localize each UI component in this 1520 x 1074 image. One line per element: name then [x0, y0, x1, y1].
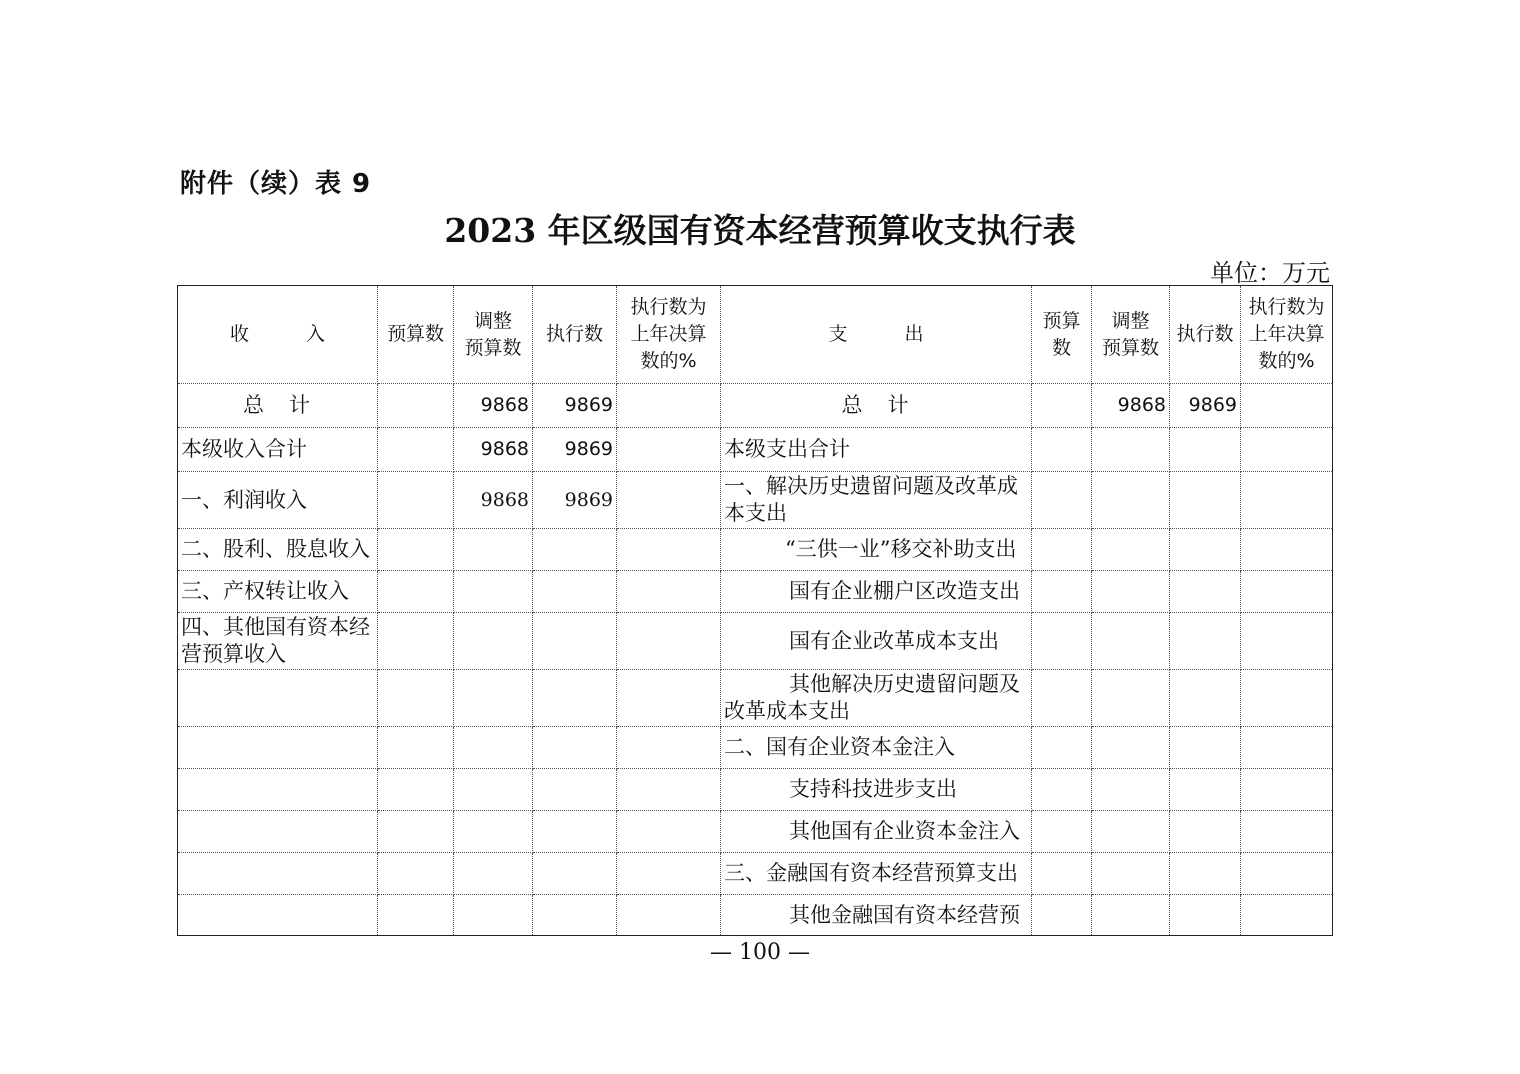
- attachment-label: 附件（续）表 9: [180, 169, 372, 199]
- income-label: [178, 727, 378, 769]
- income-budget: [378, 472, 454, 529]
- income-label: [178, 670, 378, 727]
- income-adjusted: [454, 670, 533, 727]
- income-adjusted: [454, 895, 533, 936]
- income-executed: [533, 613, 617, 670]
- income-executed: 9869: [533, 384, 617, 428]
- expense-label: 总 计: [721, 384, 1032, 428]
- expense-executed: [1170, 853, 1241, 895]
- expense-label: 三、金融国有资本经营预算支出: [721, 853, 1032, 895]
- income-adjusted: 9868: [454, 384, 533, 428]
- income-budget: [378, 529, 454, 571]
- expense-executed: [1170, 613, 1241, 670]
- expense-adjusted: [1092, 727, 1170, 769]
- expense-label: 本级支出合计: [721, 428, 1032, 472]
- page-title: 2023 年区级国有资本经营预算收支执行表: [444, 211, 1076, 250]
- expense-adjusted: [1092, 769, 1170, 811]
- expense-ratio: [1241, 613, 1333, 670]
- header-ratio: 执行数为 上年决算 数的%: [617, 286, 721, 384]
- header-adjusted-expense: 调整 预算数: [1092, 286, 1170, 384]
- income-budget: [378, 727, 454, 769]
- income-ratio: [617, 613, 721, 670]
- header-executed: 执行数: [533, 286, 617, 384]
- header-income: 收 入: [178, 286, 378, 384]
- income-adjusted: [454, 571, 533, 613]
- table-row: [178, 727, 1333, 769]
- income-ratio: [617, 727, 721, 769]
- expense-adjusted: [1092, 853, 1170, 895]
- income-executed: 9869: [533, 472, 617, 529]
- income-ratio: [617, 428, 721, 472]
- income-ratio: [617, 769, 721, 811]
- expense-budget: [1032, 853, 1092, 895]
- expense-executed: [1170, 811, 1241, 853]
- expense-executed: [1170, 769, 1241, 811]
- expense-adjusted: [1092, 428, 1170, 472]
- income-label: 一、利润收入: [178, 472, 378, 529]
- income-executed: [533, 529, 617, 571]
- expense-budget: [1032, 529, 1092, 571]
- expense-executed: [1170, 727, 1241, 769]
- income-ratio: [617, 670, 721, 727]
- expense-label: 支持科技进步支出: [721, 769, 1032, 811]
- table-row: [178, 571, 1333, 613]
- expense-label: 国有企业改革成本支出: [721, 613, 1032, 670]
- expense-executed: [1170, 670, 1241, 727]
- income-executed: [533, 727, 617, 769]
- table-row: [178, 428, 1333, 472]
- expense-label: “三供一业”移交补助支出: [721, 529, 1032, 571]
- income-budget: [378, 428, 454, 472]
- unit-label: 单位：万元: [1210, 259, 1330, 287]
- expense-adjusted: [1092, 613, 1170, 670]
- income-ratio: [617, 895, 721, 936]
- header-adjusted: 调整 预算数: [454, 286, 533, 384]
- income-executed: [533, 769, 617, 811]
- income-adjusted: [454, 613, 533, 670]
- expense-adjusted: [1092, 472, 1170, 529]
- expense-label: 其他国有企业资本金注入: [721, 811, 1032, 853]
- header-row: [178, 286, 1333, 384]
- expense-ratio: [1241, 769, 1333, 811]
- income-executed: [533, 895, 617, 936]
- income-ratio: [617, 472, 721, 529]
- income-adjusted: [454, 853, 533, 895]
- expense-budget: [1032, 895, 1092, 936]
- income-ratio: [617, 571, 721, 613]
- expense-ratio: [1241, 811, 1333, 853]
- income-budget: [378, 571, 454, 613]
- expense-executed: [1170, 895, 1241, 936]
- expense-executed: [1170, 571, 1241, 613]
- page-number: — 100 —: [710, 940, 810, 965]
- expense-ratio: [1241, 384, 1333, 428]
- expense-ratio: [1241, 529, 1333, 571]
- header-budget: 预算数: [378, 286, 454, 384]
- income-ratio: [617, 853, 721, 895]
- income-label: [178, 769, 378, 811]
- table-row: [178, 529, 1333, 571]
- expense-ratio: [1241, 472, 1333, 529]
- header-expense: 支 出: [721, 286, 1032, 384]
- income-adjusted: 9868: [454, 472, 533, 529]
- expense-budget: [1032, 384, 1092, 428]
- expense-ratio: [1241, 853, 1333, 895]
- expense-adjusted: [1092, 670, 1170, 727]
- expense-executed: [1170, 472, 1241, 529]
- income-budget: [378, 811, 454, 853]
- income-executed: [533, 811, 617, 853]
- income-executed: [533, 853, 617, 895]
- expense-ratio: [1241, 727, 1333, 769]
- expense-ratio: [1241, 895, 1333, 936]
- expense-budget: [1032, 613, 1092, 670]
- expense-adjusted: [1092, 895, 1170, 936]
- header-budget-expense: 预算 数: [1032, 286, 1092, 384]
- income-executed: [533, 670, 617, 727]
- income-budget: [378, 670, 454, 727]
- income-adjusted: [454, 811, 533, 853]
- income-adjusted: [454, 727, 533, 769]
- expense-ratio: [1241, 670, 1333, 727]
- table-row: [178, 895, 1333, 936]
- expense-label: 国有企业棚户区改造支出: [721, 571, 1032, 613]
- income-label: 总 计: [178, 384, 378, 428]
- income-label: 三、产权转让收入: [178, 571, 378, 613]
- expense-executed: 9869: [1170, 384, 1241, 428]
- table-row: [178, 853, 1333, 895]
- table-row: [178, 769, 1333, 811]
- expense-executed: [1170, 428, 1241, 472]
- expense-budget: [1032, 428, 1092, 472]
- income-label: [178, 853, 378, 895]
- expense-adjusted: [1092, 811, 1170, 853]
- expense-budget: [1032, 472, 1092, 529]
- income-executed: 9869: [533, 428, 617, 472]
- income-executed: [533, 571, 617, 613]
- income-label: 四、其他国有资本经营预算收入: [178, 613, 378, 670]
- income-budget: [378, 613, 454, 670]
- table-row: [178, 613, 1333, 670]
- expense-executed: [1170, 529, 1241, 571]
- expense-budget: [1032, 571, 1092, 613]
- expense-label: 其他解决历史遗留问题及改革成本支出: [721, 670, 1032, 727]
- income-label: [178, 811, 378, 853]
- income-budget: [378, 769, 454, 811]
- table-row: [178, 472, 1333, 529]
- expense-budget: [1032, 670, 1092, 727]
- income-label: 本级收入合计: [178, 428, 378, 472]
- table-row: [178, 670, 1333, 727]
- expense-label: 其他金融国有资本经营预: [721, 895, 1032, 936]
- income-label: [178, 895, 378, 936]
- table-row: [178, 384, 1333, 428]
- expense-budget: [1032, 727, 1092, 769]
- income-ratio: [617, 384, 721, 428]
- expense-label: 二、国有企业资本金注入: [721, 727, 1032, 769]
- income-ratio: [617, 811, 721, 853]
- income-label: 二、股利、股息收入: [178, 529, 378, 571]
- income-budget: [378, 895, 454, 936]
- income-ratio: [617, 529, 721, 571]
- expense-adjusted: [1092, 529, 1170, 571]
- expense-adjusted: 9868: [1092, 384, 1170, 428]
- income-adjusted: [454, 769, 533, 811]
- expense-budget: [1032, 769, 1092, 811]
- income-budget: [378, 853, 454, 895]
- table-row: [178, 811, 1333, 853]
- budget-table: [177, 285, 1333, 936]
- header-executed-expense: 执行数: [1170, 286, 1241, 384]
- expense-ratio: [1241, 571, 1333, 613]
- expense-adjusted: [1092, 571, 1170, 613]
- expense-label: 一、解决历史遗留问题及改革成本支出: [721, 472, 1032, 529]
- income-adjusted: [454, 529, 533, 571]
- expense-budget: [1032, 811, 1092, 853]
- expense-ratio: [1241, 428, 1333, 472]
- income-adjusted: 9868: [454, 428, 533, 472]
- income-budget: [378, 384, 454, 428]
- header-ratio-expense: 执行数为 上年决算 数的%: [1241, 286, 1333, 384]
